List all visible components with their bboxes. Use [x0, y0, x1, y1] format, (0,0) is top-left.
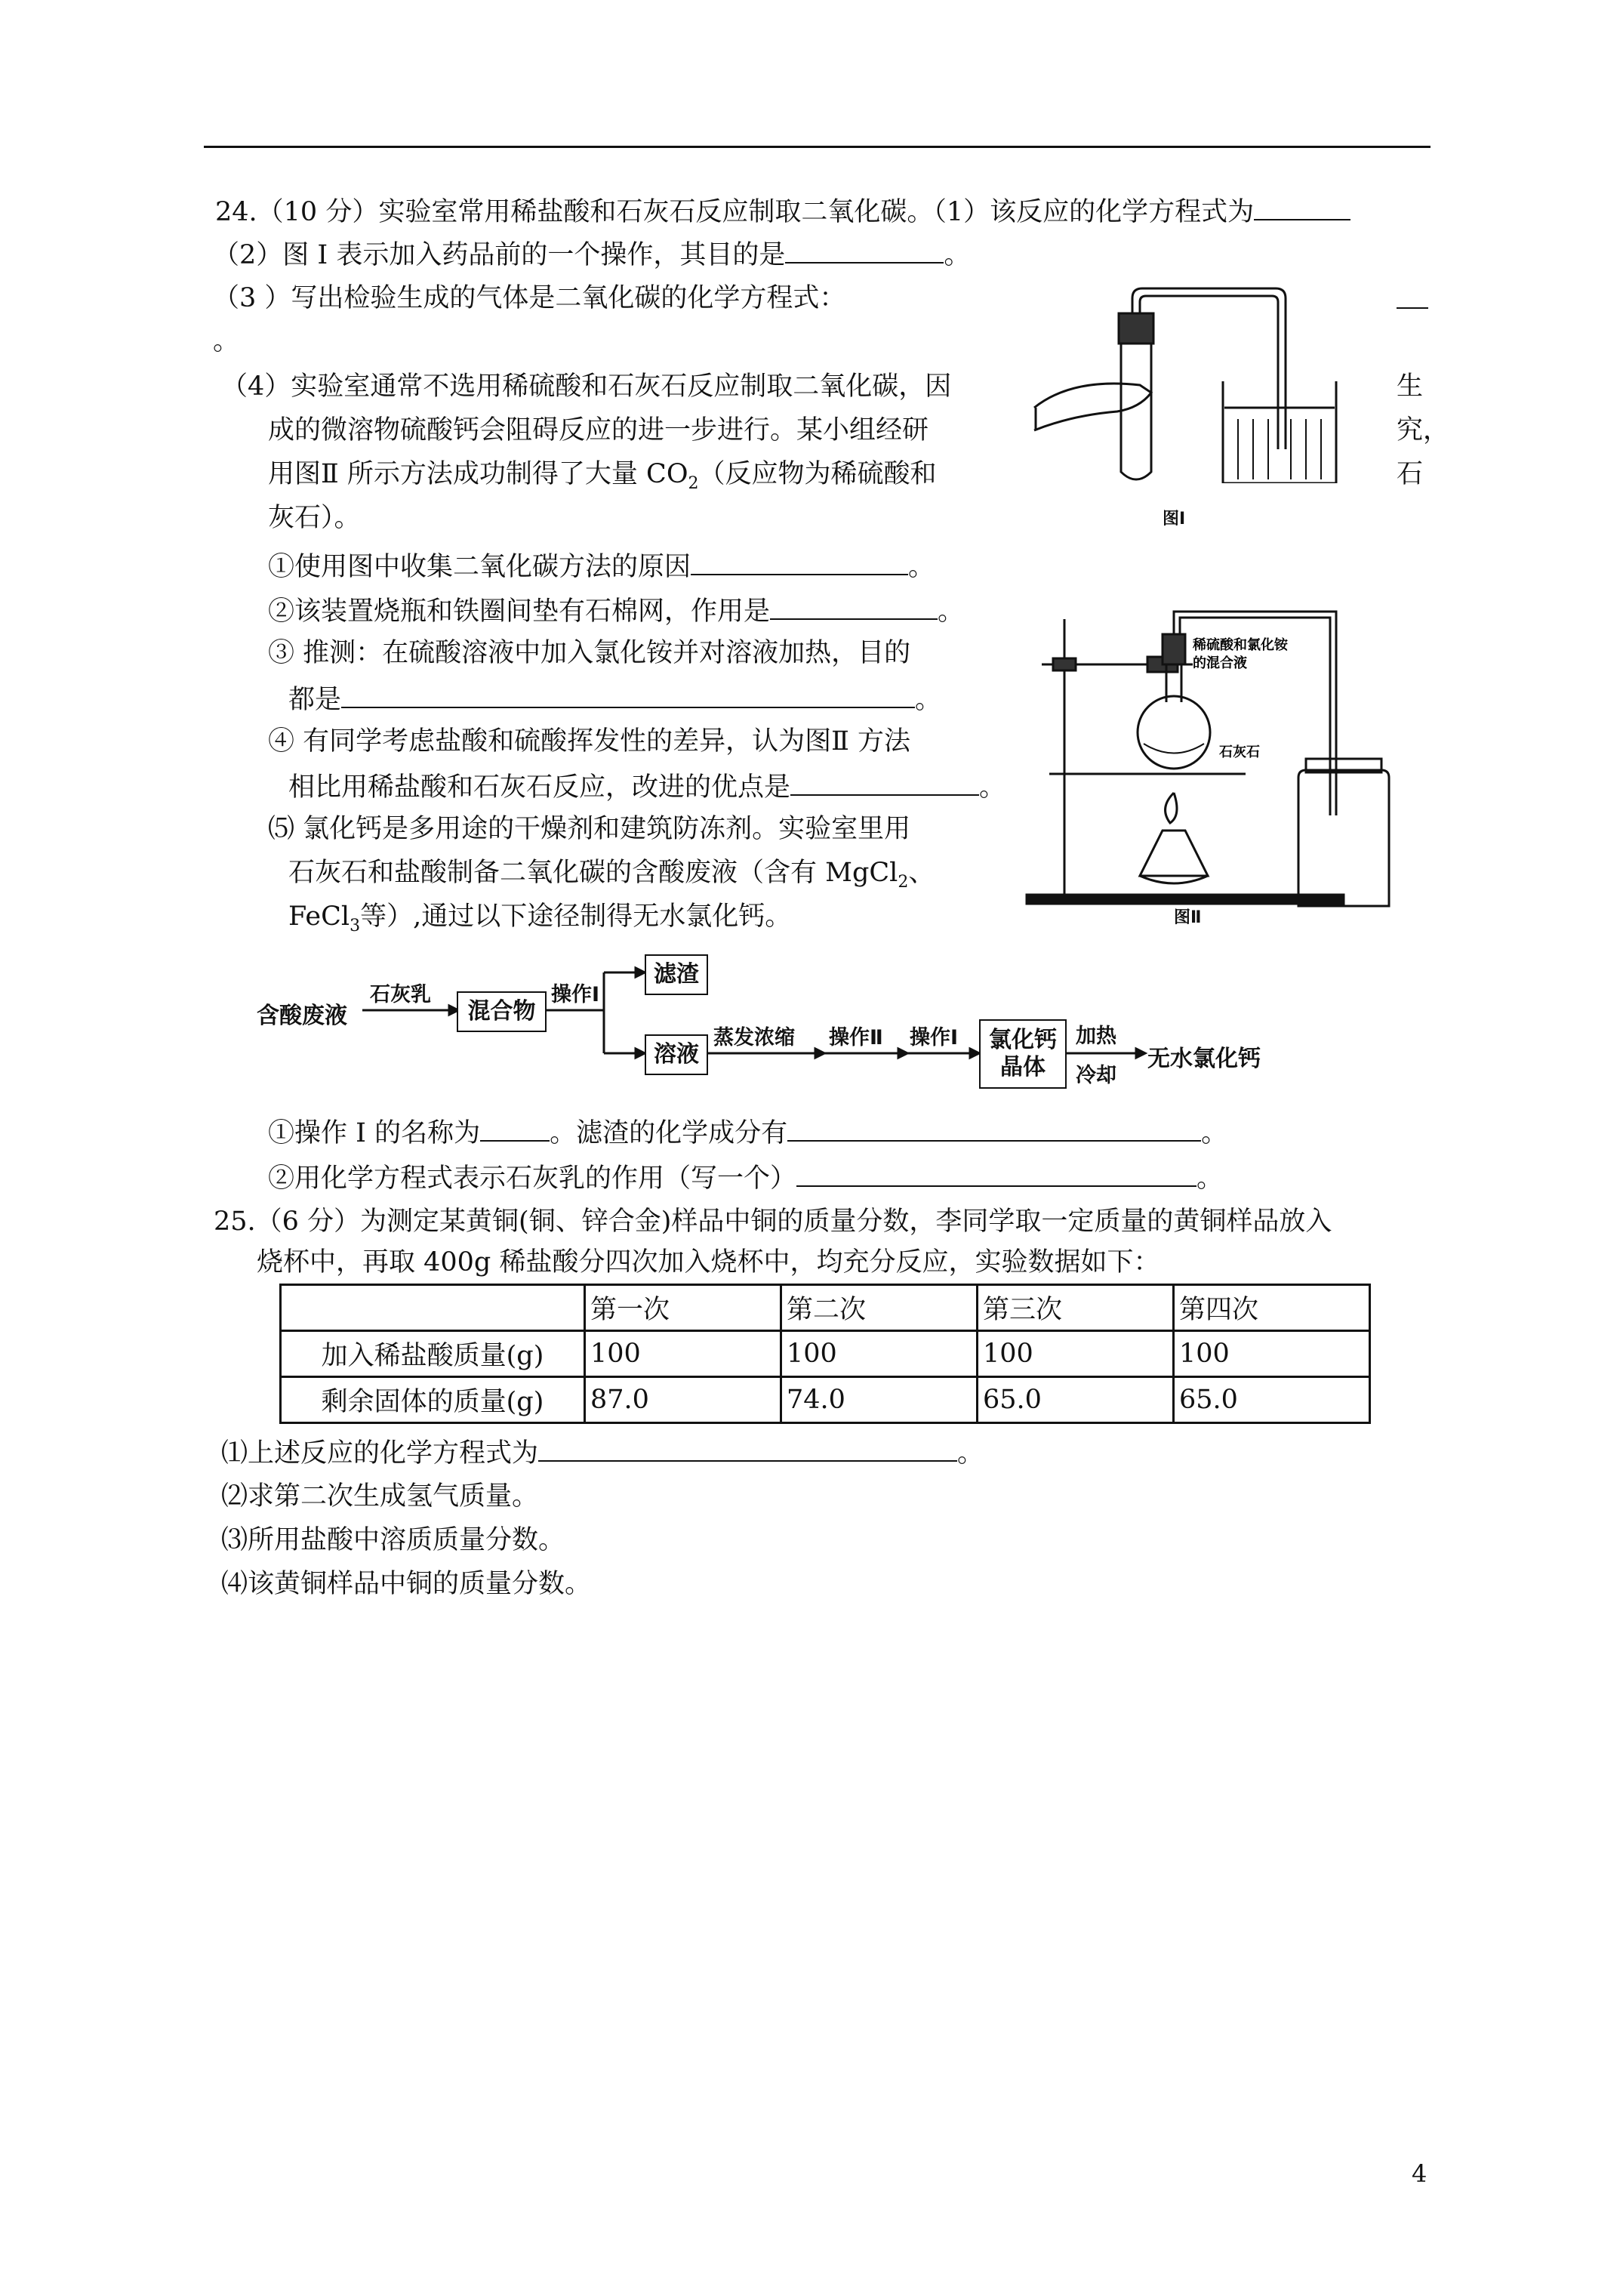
answer-blank[interactable]: [480, 1114, 550, 1142]
q24-line6: 用图Ⅱ 所示方法成功制得了大量 $CO_2$（反应物为稀硫酸和: [268, 459, 937, 493]
table-cell: 加入稀盐酸质量(g): [281, 1331, 585, 1377]
q24-line4-end: 生: [1397, 371, 1424, 402]
page-number: 4: [1412, 2159, 1427, 2188]
flow-box-mixture: 混合物: [457, 991, 547, 1032]
table-row: [281, 1331, 1370, 1377]
table-cell: [281, 1285, 585, 1331]
q24-sub5: ⑸ 氯化钙是多用途的干燥剂和建筑防冻剂。实验室里用: [268, 814, 911, 844]
q24-line7: 灰石）。: [268, 503, 361, 533]
flow-cool-label: 冷却: [1076, 1064, 1116, 1087]
flow-arrow2-label: 操作Ⅰ: [551, 983, 600, 1006]
figure-2-caption: 图Ⅱ: [1174, 908, 1202, 927]
q24-sub2: ②该装置烧瓶和铁圈间垫有石棉网，作用是 。: [268, 593, 964, 628]
q25-data-table: [279, 1284, 1371, 1424]
q24-line3-period: 。: [213, 326, 240, 356]
answer-blank[interactable]: [1397, 282, 1428, 309]
flow-arrow3-label: 蒸发浓缩: [713, 1026, 795, 1049]
flow-end-label: 无水氯化钙: [1147, 1046, 1261, 1072]
q24-line4: （4）实验室通常不选用稀硫酸和石灰石反应制取二氧化碳，因: [221, 371, 952, 402]
flow-arrow1-label: 石灰乳: [370, 983, 431, 1006]
table-cell: 第四次: [1174, 1285, 1370, 1331]
table-cell: 100: [1174, 1331, 1370, 1377]
q24-line5-end: 究，: [1397, 415, 1450, 445]
q24-sub4: ④ 有同学考虑盐酸和硫酸挥发性的差异，认为图Ⅱ 方法: [268, 726, 911, 757]
q24-line3: （3 ）写出检验生成的气体是二氧化碳的化学方程式：: [213, 283, 846, 313]
table-cell: 剩余固体的质量(g): [281, 1377, 585, 1423]
q25-part4: ⑷该黄铜样品中铜的质量分数。: [221, 1569, 592, 1599]
table-cell: 第一次: [585, 1285, 781, 1331]
q24-line1: 24.（10 分）实验室常用稀盐酸和石灰石反应制取二氧化碳。（1）该反应的化学方程式为: [215, 193, 1350, 229]
table-cell: 65.0: [978, 1377, 1174, 1423]
answer-blank[interactable]: [790, 769, 979, 796]
q24-sub4-cont: 相比用稀盐酸和石灰石反应，改进的优点是 。: [288, 769, 1006, 804]
q24-line3-end: [1397, 282, 1428, 317]
table-header-row: [281, 1285, 1370, 1331]
q24-sub5-cont2: FeCl$_3$等）,通过以下途径制得无水氯化钙。: [288, 901, 792, 935]
q24-sub5-cont: 石灰石和盐酸制备二氧化碳的含酸废液（含有 MgCl$_2$、: [288, 858, 935, 892]
q24-line2: （2）图 I 表示加入药品前的一个操作，其目的是 。: [213, 236, 970, 272]
q24-flow-question-2: ②用化学方程式表示石灰乳的作用（写一个） 。: [268, 1160, 1223, 1195]
figure-2-label-liquid-2: 的混合液: [1193, 655, 1247, 671]
answer-blank[interactable]: [770, 593, 938, 620]
q24-line5: 成的微溶物硫酸钙会阻碍反应的进一步进行。某小组经研: [268, 415, 929, 445]
q24-flow-question-1: ①操作 I 的名称为 。滤渣的化学成分有 。: [268, 1114, 1227, 1150]
figure-1-apparatus: [1027, 279, 1366, 483]
table-cell: 100: [781, 1331, 978, 1377]
table-cell: 第二次: [781, 1285, 978, 1331]
q25-part3: ⑶所用盐酸中溶质质量分数。: [221, 1525, 565, 1555]
q24-line6-end: 石: [1397, 459, 1424, 489]
flow-box-crystal-line1: 氯化钙: [989, 1027, 1057, 1053]
header-rule: [204, 146, 1431, 148]
q25-line2: 烧杯中，再取 400g 稀盐酸分四次加入烧杯中，均充分反应，实验数据如下：: [257, 1247, 1160, 1277]
flow-box-crystal: [979, 1019, 1067, 1089]
figure-2-label-liquid: 稀硫酸和氯化铵: [1193, 637, 1288, 653]
answer-blank[interactable]: [796, 1160, 1196, 1187]
q24-sub3-cont: 都是 。: [288, 681, 941, 717]
table-cell: 87.0: [585, 1377, 781, 1423]
q25-line1: 25.（6 分）为测定某黄铜(铜、锌合金)样品中铜的质量分数，李同学取一定质量的黄铜样品放入: [214, 1207, 1332, 1237]
flow-box-residue: 滤渣: [645, 954, 708, 995]
flow-start-label: 含酸废液: [257, 1003, 347, 1029]
table-cell: 100: [978, 1331, 1174, 1377]
figure-2-apparatus: [1019, 589, 1412, 914]
table-cell: 74.0: [781, 1377, 978, 1423]
answer-blank[interactable]: [785, 236, 944, 264]
answer-blank[interactable]: [787, 1114, 1201, 1142]
flow-arrow4-label: 操作Ⅱ: [829, 1026, 883, 1049]
q24-sub3: ③ 推测：在硫酸溶液中加入氯化铵并对溶液加热，目的: [268, 638, 911, 668]
figure-1-caption: 图Ⅰ: [1163, 510, 1186, 529]
answer-blank[interactable]: [341, 681, 915, 708]
flow-box-solution: 溶液: [645, 1034, 708, 1075]
answer-blank[interactable]: [538, 1435, 957, 1462]
answer-blank[interactable]: [691, 548, 908, 575]
table-cell: 65.0: [1174, 1377, 1370, 1423]
answer-blank[interactable]: [1254, 193, 1350, 220]
table-cell: 100: [585, 1331, 781, 1377]
flow-box-crystal-line2: 晶体: [1000, 1054, 1046, 1080]
q24-sub1: ①使用图中收集二氧化碳方法的原因 。: [268, 548, 935, 584]
q25-part1: ⑴上述反应的化学方程式为 。: [221, 1435, 984, 1470]
figure-2-label-limestone: 石灰石: [1219, 744, 1260, 760]
table-row: [281, 1377, 1370, 1423]
flow-arrow5-label: 操作Ⅰ: [910, 1026, 959, 1049]
q25-part2: ⑵求第二次生成氢气质量。: [221, 1481, 539, 1512]
table-cell: 第三次: [978, 1285, 1174, 1331]
flow-heat-label: 加热: [1076, 1025, 1116, 1048]
